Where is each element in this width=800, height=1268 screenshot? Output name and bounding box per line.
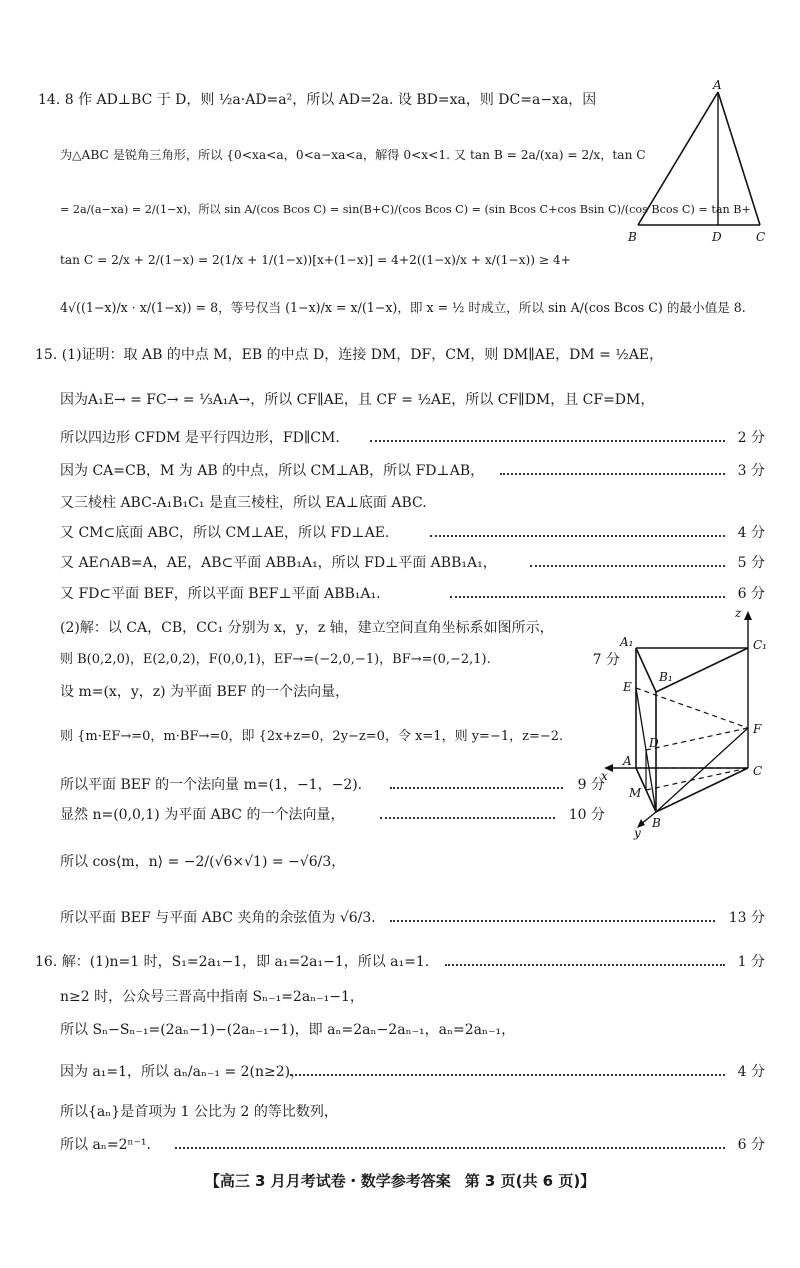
score: 6 分 bbox=[737, 1137, 765, 1153]
score: 6 分 bbox=[737, 586, 765, 602]
score-leader bbox=[450, 596, 725, 598]
footer-title: 【高三 3 月月考试卷・数学参考答案 bbox=[204, 1172, 451, 1190]
q15-text: 则 {m·EF→=0，m·BF→=0，即 {2x+z=0，2y−z=0，令 x=1，则 y=−1，z=−2. bbox=[60, 729, 564, 744]
q14-text: 4√((1−x)/x · x/(1−x)) = 8，等号仅当 (1−x)/x = x/(1−x)，即 x = ½ 时成立，所以 sin A/(cos Bcos C) 的最小值是 8. bbox=[60, 300, 746, 315]
q14-text: 为△ABC 是锐角三角形，所以 {0<xa<a，0<a−xa<a，解得 0<x<1. 又 tan B = 2a/(xa) = 2/x，tan C bbox=[60, 148, 646, 162]
label-d: D bbox=[712, 230, 722, 244]
q15-text: 又三棱柱 ABC-A₁B₁C₁ 是直三棱柱，所以 EA⊥底面 ABC. bbox=[60, 495, 427, 511]
q15-text: 又 CM⊂底面 ABC，所以 CM⊥AE，所以 FD⊥AE. bbox=[60, 525, 390, 541]
line-d-f bbox=[646, 728, 748, 750]
score-leader bbox=[380, 817, 555, 819]
label-d: D bbox=[649, 736, 659, 750]
q15-text: 所以四边形 CFDM 是平行四边形，FD∥CM. bbox=[60, 430, 340, 446]
score-leader bbox=[430, 535, 725, 537]
label-a: A bbox=[623, 754, 632, 768]
q16-text: 16. 解：(1)n=1 时，S₁=2a₁−1，即 a₁=2a₁−1，所以 a₁=1. bbox=[35, 954, 430, 970]
q15-text: 因为 CA=CB，M 为 AB 的中点，所以 CM⊥AB，所以 FD⊥AB， bbox=[60, 463, 485, 479]
score-leader bbox=[370, 440, 725, 442]
label-b: B bbox=[652, 816, 661, 830]
score-leader bbox=[390, 787, 563, 789]
label-y: y bbox=[634, 826, 641, 840]
triangle-figure bbox=[620, 80, 780, 245]
edge-b-c bbox=[656, 768, 748, 812]
q15-text: 设 m=(x，y，z) 为平面 BEF 的一个法向量， bbox=[60, 684, 350, 700]
label-b: B bbox=[628, 230, 637, 244]
triangle-side-ab bbox=[638, 92, 718, 225]
label-x: x bbox=[601, 769, 608, 783]
label-m: M bbox=[629, 786, 642, 800]
score: 10 分 bbox=[568, 807, 605, 823]
line-m-c bbox=[646, 768, 748, 790]
q15-text: 显然 n=(0,0,1) 为平面 ABC 的一个法向量， bbox=[60, 807, 345, 823]
prism-figure bbox=[596, 605, 780, 840]
footer-page-number: 第 3 页(共 6 页)】 bbox=[464, 1172, 596, 1190]
q16-text: 所以{aₙ}是首项为 1 公比为 2 的等比数列， bbox=[60, 1104, 338, 1120]
q14-text: = 2a/(a−xa) = 2/(1−x)，所以 sin A/(cos Bcos C) = sin(B+C)/(cos Bcos C) = (sin Bcos C+cos Bsin C)/(cos Bcos C) = tan B+ bbox=[60, 203, 751, 216]
score-leader bbox=[530, 565, 725, 567]
score: 5 分 bbox=[737, 555, 765, 571]
q15-text: 所以 cos⟨m，n⟩ = −2/(√6×√1) = −√6/3， bbox=[60, 854, 346, 870]
q14-text: tan C = 2/x + 2/(1−x) = 2(1/x + 1/(1−x))[x+(1−x)] = 4+2((1−x)/x + x/(1−x)) ≥ 4+ bbox=[60, 253, 571, 267]
q15-text: 又 AE∩AB=A，AE，AB⊂平面 ABB₁A₁，所以 FD⊥平面 ABB₁A₁， bbox=[60, 555, 497, 571]
q14-text: 14. 8 作 AD⊥BC 于 D，则 ½a·AD=a²，所以 AD=2a. 设 BD=xa，则 DC=a−xa，因 bbox=[38, 92, 597, 108]
score-leader bbox=[175, 1147, 725, 1149]
score: 7 分 bbox=[592, 652, 620, 668]
q15-text: 所以平面 BEF 的一个法向量 m=(1，−1，−2). bbox=[60, 777, 363, 793]
q15-text: 因为A₁E→ = FC→ = ⅓A₁A→，所以 CF∥AE，且 CF = ½AE，所以 CF∥DM，且 CF=DM， bbox=[60, 392, 655, 408]
q15-text: 15. (1)证明：取 AB 的中点 M，EB 的中点 D，连接 DM，DF，CM，则 DM∥AE，DM = ½AE， bbox=[35, 347, 664, 363]
z-axis-arrow bbox=[744, 611, 752, 620]
q16-text: 所以 aₙ=2ⁿ⁻¹. bbox=[60, 1137, 151, 1153]
q16-text: 因为 a₁=1，所以 aₙ/aₙ₋₁ = 2(n≥2)， bbox=[60, 1064, 305, 1080]
score: 4 分 bbox=[737, 525, 765, 541]
label-c: C bbox=[756, 230, 766, 244]
score-leader bbox=[500, 473, 725, 475]
line-e-f bbox=[636, 688, 748, 728]
page-footer bbox=[0, 1170, 800, 1191]
score: 3 分 bbox=[737, 463, 765, 479]
label-e: E bbox=[623, 680, 632, 694]
label-c: C bbox=[753, 764, 763, 778]
triangle-side-ac bbox=[718, 92, 760, 225]
q15-text: 又 FD⊂平面 BEF，所以平面 BEF⊥平面 ABB₁A₁. bbox=[60, 586, 381, 602]
q16-text: n≥2 时，公众号三晋高中指南 Sₙ₋₁=2aₙ₋₁−1， bbox=[60, 989, 364, 1005]
label-f: F bbox=[753, 722, 762, 736]
line-b-f bbox=[656, 728, 748, 812]
score: 4 分 bbox=[737, 1064, 765, 1080]
score: 13 分 bbox=[728, 910, 765, 926]
score: 9 分 bbox=[577, 777, 605, 793]
score: 1 分 bbox=[737, 954, 765, 970]
q15-text: 所以平面 BEF 与平面 ABC 夹角的余弦值为 √6/3. bbox=[60, 910, 376, 926]
label-b1: B₁ bbox=[659, 670, 673, 684]
score: 2 分 bbox=[737, 430, 765, 446]
edge-a1-b1 bbox=[636, 648, 656, 692]
score-leader bbox=[445, 964, 725, 966]
label-a1: A₁ bbox=[620, 635, 634, 649]
label-a: A bbox=[713, 80, 722, 92]
q15-text: (2)解：以 CA，CB，CC₁ 分别为 x，y，z 轴，建立空间直角坐标系如图所示， bbox=[60, 620, 554, 636]
score-leader bbox=[390, 920, 715, 922]
label-z: z bbox=[735, 606, 742, 620]
q16-text: 所以 Sₙ−Sₙ₋₁=(2aₙ−1)−(2aₙ₋₁−1)，即 aₙ=2aₙ−2aₙ₋₁，aₙ=2aₙ₋₁， bbox=[60, 1022, 516, 1038]
score-leader bbox=[290, 1074, 725, 1076]
q15-text: 则 B(0,2,0)，E(2,0,2)，F(0,0,1)，EF→=(−2,0,−1)，BF→=(0,−2,1). bbox=[60, 652, 491, 667]
label-c1: C₁ bbox=[753, 638, 767, 652]
